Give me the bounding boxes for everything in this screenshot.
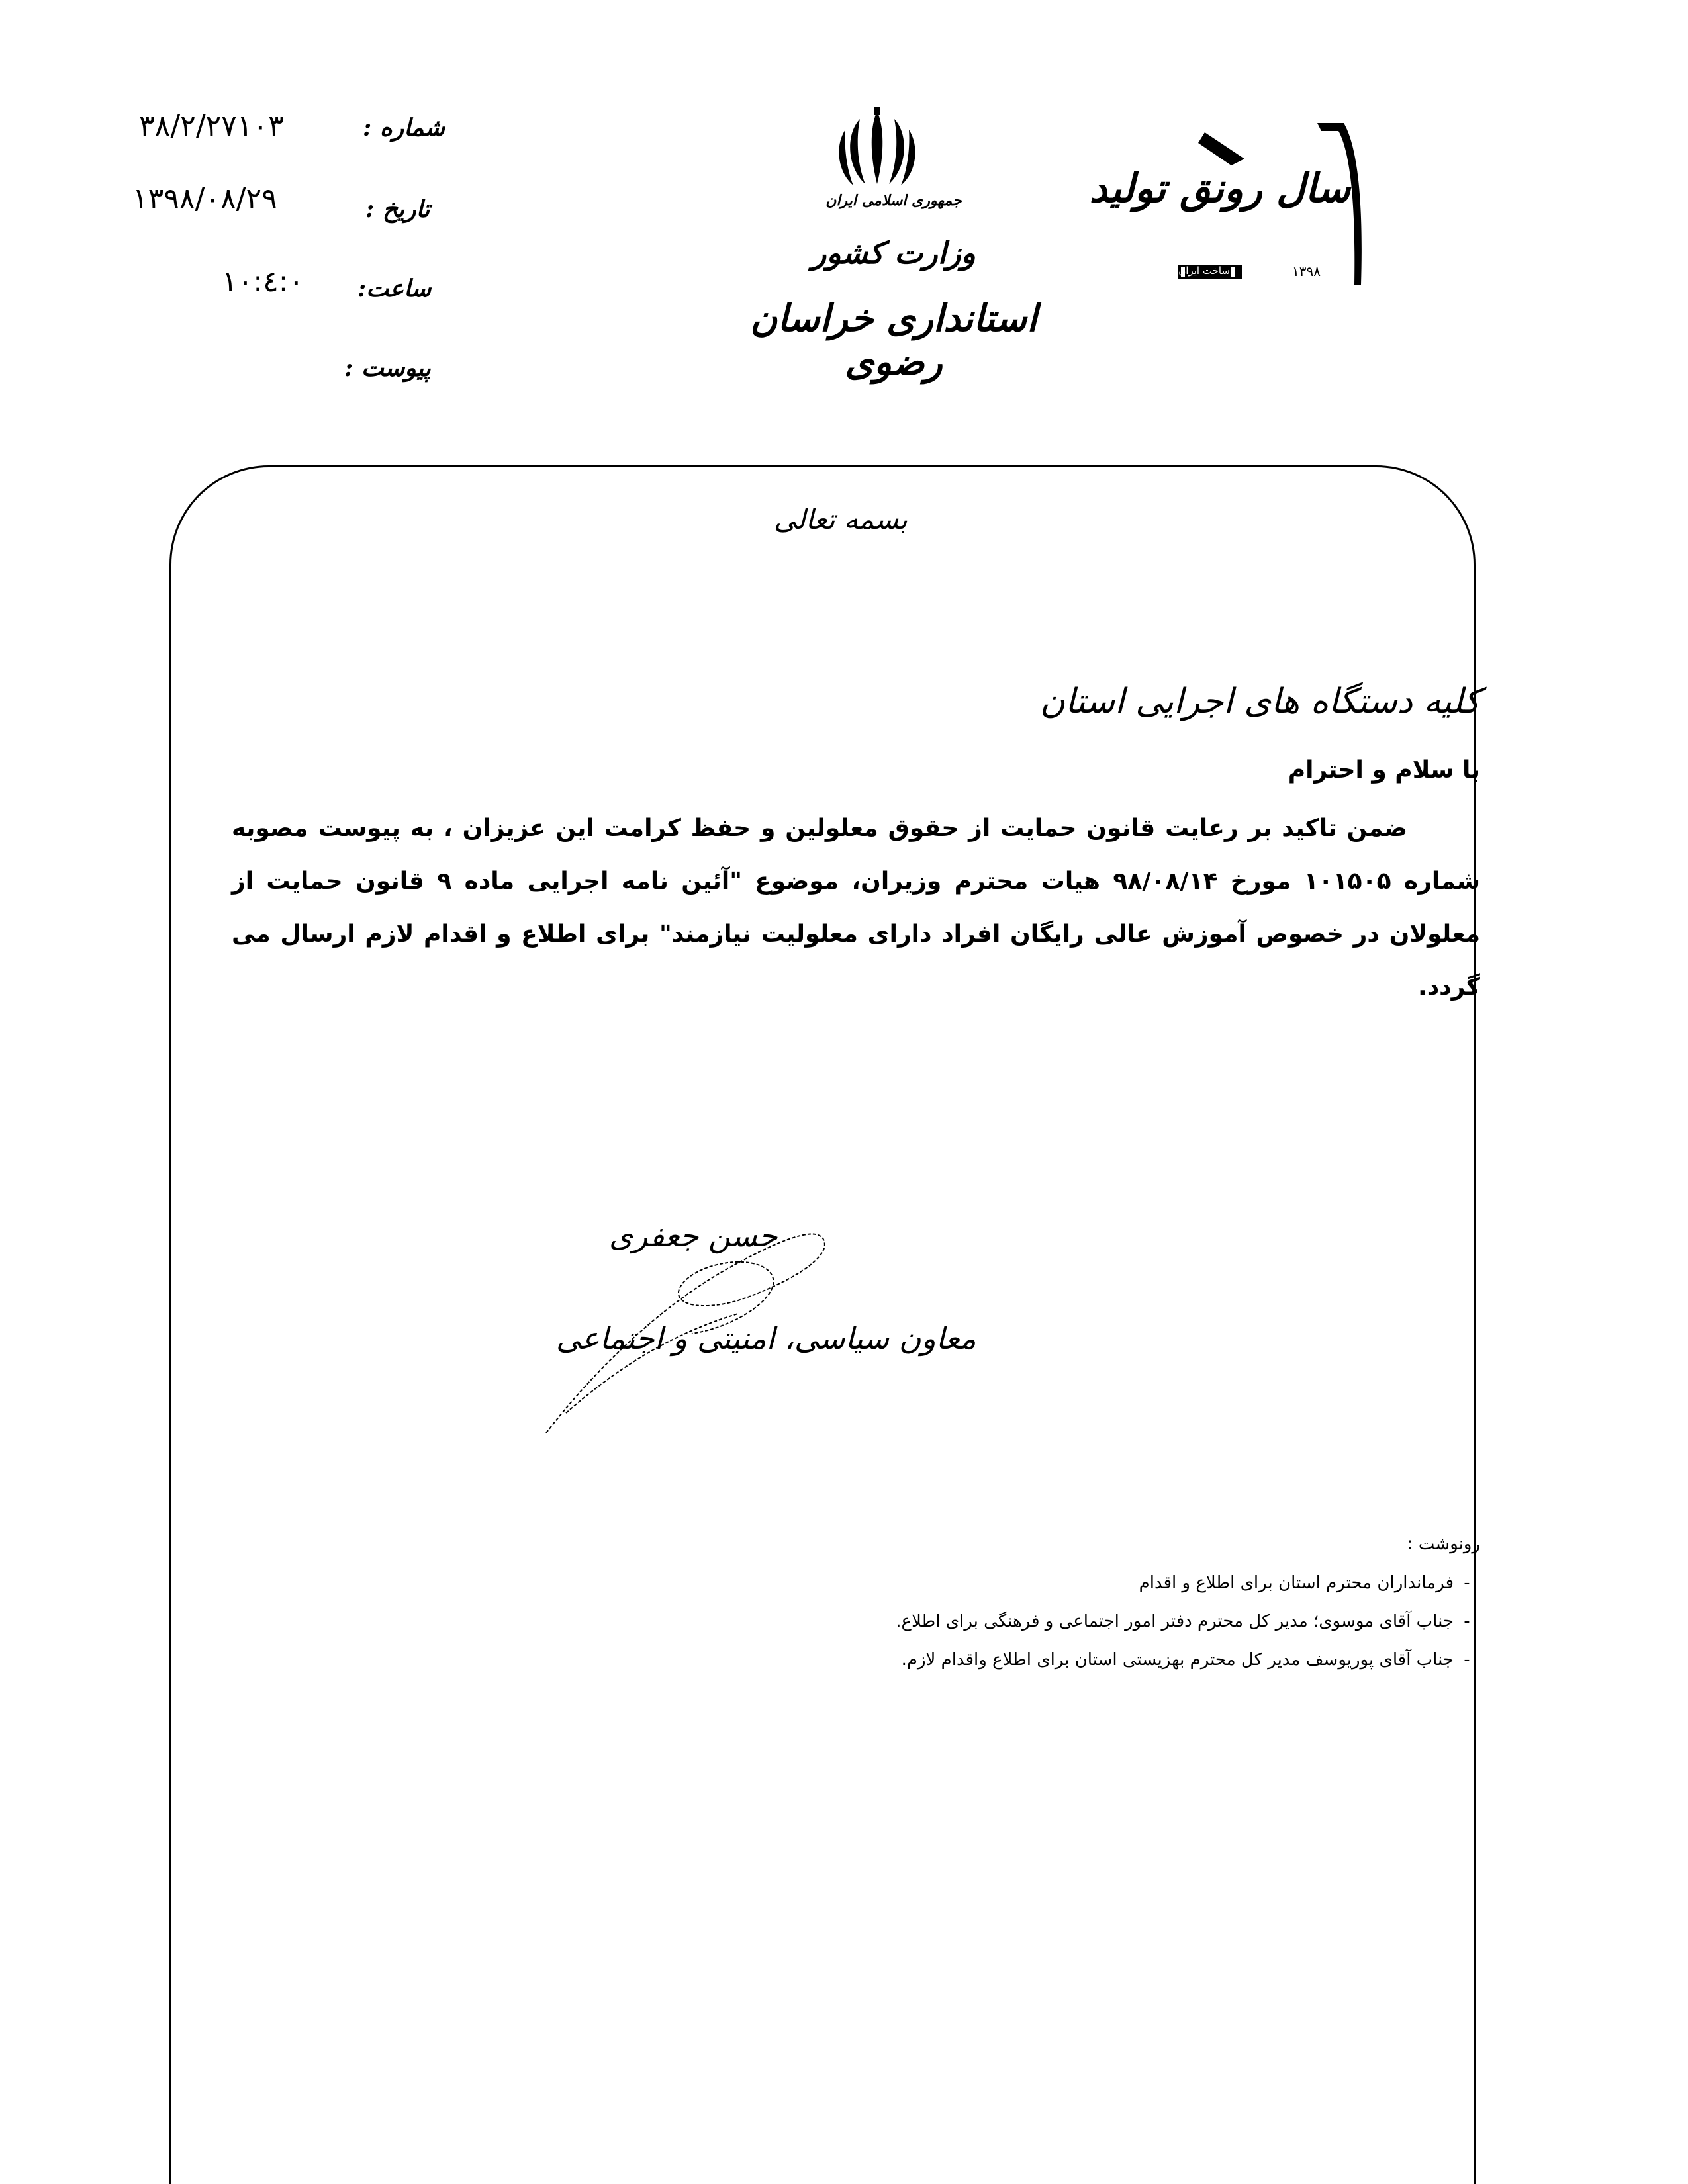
letter-attachment-label: پیوست : (344, 354, 431, 382)
letter-date-label: تاریخ : (365, 195, 430, 223)
cc-list-item: -جناب آقای پوریوسف مدیر کل محترم بهزیستی استان برای اطلاع واقدام لازم. (901, 1650, 1470, 1670)
slogan-logo (1089, 119, 1370, 291)
cc-title: رونوشت : (1407, 1534, 1480, 1554)
iran-emblem-icon (831, 106, 923, 192)
ministry-title: وزارت کشور (812, 235, 976, 271)
letter-date-value: ۱۳۹۸/۰۸/۲۹ (132, 182, 277, 216)
addressee: کلیه دستگاه های اجرایی استان (1039, 682, 1480, 721)
republic-title: جمهوری اسلامی ایران (825, 192, 962, 209)
slogan-text: سال رونق تولید (1089, 165, 1350, 212)
letter-body: ضمن تاکید بر رعایت قانون حمایت از حقوق معلولین و حفظ کرامت این عزیزان ، به پیوست مصوبه شماره ۱۰۱۵۰۵ مورخ ۹۸/۰۸/۱۴ هیات محترم وزیران، موضوع "آئین نامه اجرایی ماده ۹ قانون حمایت از معلولان در خصوص آموزش عالی رایگان افراد دارای معلولیت نیازمند" برای اطلاع و اقدام لازم ارسال می گردد. (232, 815, 1480, 1001)
signatory-title: معاون سیاسی، امنیتی و اجتماعی (556, 1320, 976, 1356)
cc-list-item: -جناب آقای موسوی؛ مدیر کل محترم دفتر امور اجتماعی و فرهنگی برای اطلاع. (896, 1612, 1470, 1631)
bismillah-heading: بسمه تعالی (774, 503, 908, 535)
cc-list-item: -فرمانداران محترم استان برای اطلاع و اقدام (1139, 1573, 1470, 1593)
letter-number-label: شماره : (363, 114, 445, 142)
letter-time-label: ساعت: (357, 275, 432, 302)
signatory-name: حسن جعفری (609, 1218, 778, 1253)
slogan-year: ۱۳۹۸ (1292, 263, 1321, 279)
letter-number-value: ۳۸/۲/۲۷۱۰۳ (139, 109, 284, 143)
province-title: استانداری خراسان رضوی (750, 296, 1037, 384)
cc-list (896, 1570, 1480, 1685)
letter-time-value: ۱۰:٤:۰ (222, 265, 305, 298)
greeting: با سلام و احترام (1288, 756, 1480, 784)
slogan-tag: ساخت ایران (1178, 265, 1230, 277)
